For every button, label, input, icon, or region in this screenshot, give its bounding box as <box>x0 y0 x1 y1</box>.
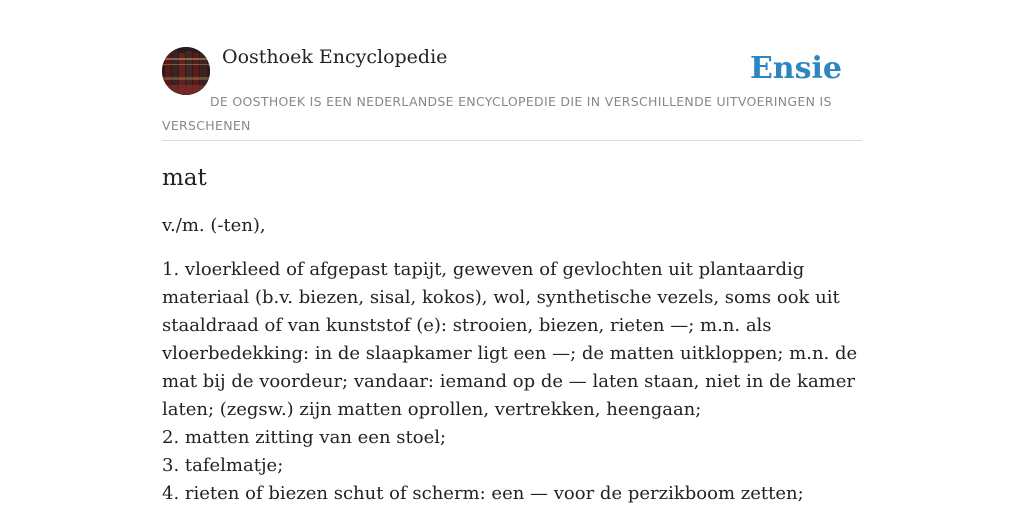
definition-item: 2. matten zitting van een stoel; <box>162 427 447 448</box>
entry-term: mat <box>162 165 207 191</box>
entry-grammar: v./m. (-ten), <box>162 215 266 236</box>
definition-item: 1. vloerkleed of afgepast tapijt, geweven of gevlochten uit plantaardig materiaal (b.v. biezen, sisal, kokos), wol, synthetische vezels, soms ook uit staaldraad of van kunststof (e): strooien, biezen, rieten —; m.n. als vloerbedekking: in de slaapkamer ligt een —; de matten uitkloppen; m.n. de mat bij de voordeur; vandaar: iemand op de — laten staan, niet in de kamer laten; (zegsw.) zijn matten oprollen, vertrekken, heengaan; <box>162 259 858 420</box>
definition-item: 4. rieten of biezen schut of scherm: een — voor de perzikboom zetten; <box>162 483 804 504</box>
book-spines-icon <box>162 47 210 95</box>
source-header <box>162 46 862 141</box>
ensie-logo-link[interactable]: Ensie <box>749 51 842 86</box>
source-title[interactable]: Oosthoek Encyclopedie <box>222 46 448 68</box>
source-description: DE OOSTHOEK IS EEN NEDERLANDSE ENCYCLOPEDIE DIE IN VERSCHILLENDE UITVOERINGEN IS VERSCHENEN <box>162 94 832 133</box>
source-avatar[interactable] <box>162 47 210 95</box>
entry-content <box>162 160 872 508</box>
definition-list <box>162 256 872 508</box>
definition-item: 3. tafelmatje; <box>162 455 284 476</box>
